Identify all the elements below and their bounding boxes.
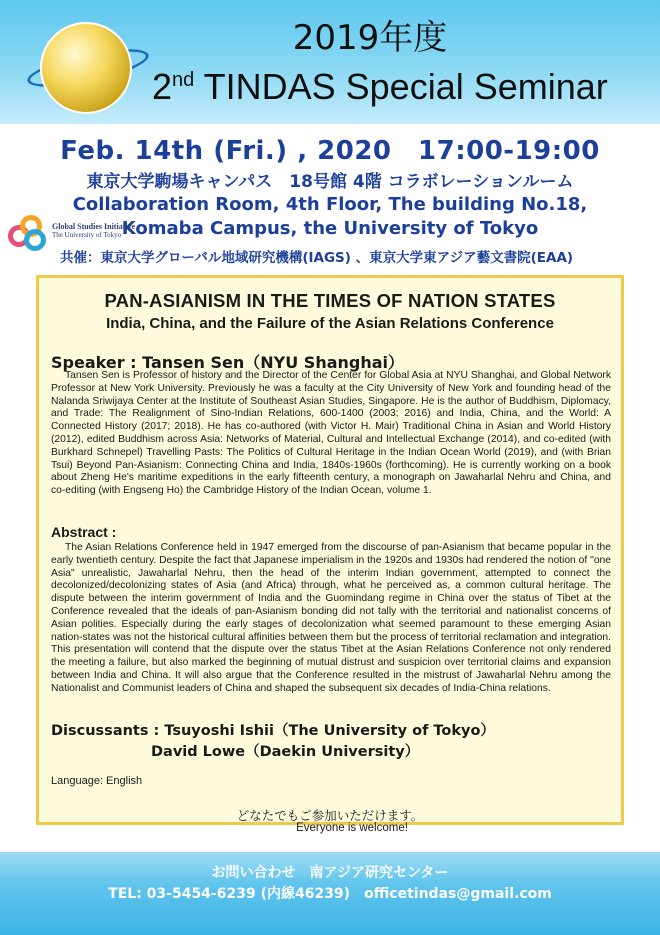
venue-english-line2: Komaba Campus, the University of Tokyo (121, 218, 539, 239)
cohost-line: 共催：東京大学グローバル地域研究機構(IAGS) 、東京大学東アジア藝文書院(EAA) (60, 250, 574, 266)
speaker-bio: Tansen Sen is Professor of history and the Director of the Center for Global Asia at NYU Shanghai, and Global Network Professor at New York University. Previously he was a faculty at the City University of New York and founding head of the Nalanda Sriwijaya Center at the Institute of Southeast Asian Studies, Singapore. He is the author of Buddhism, Diplomacy, and Trade: The Realignment of Sino-Indian Relations, 600-1400 (2003; 2016) and India, China, and the World: A Connected History (2017; 2018). He has co-authored (with Victor H. Mair) Traditional China in Asian and World History (2012), edited Buddhism across Asia: Networks of Material, Cultural and Intellectual Exchange (2014), and co-edited (with Burkhard Schnepel) Travelling Pasts: The Politics of Cultural Heritage in the Indian Ocean World (2019), and (with Brian Tsui) Beyond Pan-Asianism: Connecting China and India, 1840s-1960s (forthcoming). He is currently working on a book about Zheng He's maritime expeditions in the early fifteenth century, a monograph on Jawaharlal Nehru and China, and co-editing (with Engseng Ho) the Cambridge History of the Indian Ocean, volume 1. (51, 370, 611, 497)
gsi-logo-line2: The University of Tokyo (52, 231, 122, 239)
welcome-english: Everyone is welcome! (296, 822, 408, 834)
globe-icon (40, 22, 132, 114)
talk-subtitle: India, China, and the Failure of the Asian Relations Conference (106, 315, 554, 332)
footer-contact-banner (0, 852, 660, 935)
speaker-heading: Speaker : Tansen Sen（NYU Shanghai） (51, 353, 405, 372)
event-date-time: Feb. 14th (Fri.) , 2020 17:00-19:00 (60, 136, 600, 166)
seminar-year: 2019年度 (292, 18, 448, 58)
abstract-text: The Asian Relations Conference held in 1947 emerged from the discourse of pan-Asianism that became popular in the early twentieth century. Despite the fact that Japanese imperialism in the 1920s and 1930s had rendered the notion of "one Asia" unrealistic, Jawaharlal Nehru, then the head of the interim Indian government, attempted to connect the decolonized/decolonizing states of Asia (and Africa) through, what he perceived as, a common cultural heritage. The dispute between the interim government of India and the Guomindang regime in China over the status of Tibet at the Conference revealed that the ideals of pan-Asianism bonding did not tally with the territorial and nationalist concerns of Asian polities. Especially during the early stages of decolonization what seemed paramount to these emerging Asian nation-states was not the historical cultural affinities between them but the process of territorial reclamation and integration. This presentation will contend that the dispute over the status Tibet at the Asian Relations Conference not only rendered the meeting a failure, but also marked the beginning of mutual distrust and suspicion over territorial claims and expansion between India and China. It will also argue that the Conference resulted in the mistrust of Jawaharlal Nehru among the Nationalist and Communist leaders of China and shaped the subsequent six decades of India-China relations. (51, 542, 611, 694)
welcome-japanese: どなたでもご参加いただけます。 (236, 808, 424, 823)
discussants-line2: David Lowe（Daekin University） (151, 744, 420, 760)
gsi-logo-line1: Global Studies Initiative (52, 222, 136, 231)
venue-japanese: 東京大学駒場キャンパス 18号館 4階 コラボレーションルーム (86, 172, 574, 192)
contact-label: お問い合わせ 南アジア研究センター (211, 865, 449, 881)
abstract-heading: Abstract : (51, 524, 117, 540)
header-banner (0, 0, 660, 124)
language-note: Language: English (51, 775, 143, 787)
contact-phone-email: TEL: 03-5454-6239 (内線46239) officetindas@gmail.com (108, 886, 552, 902)
seminar-title (152, 66, 608, 108)
title-rest: TINDAS Special Seminar (194, 66, 608, 107)
talk-panel (36, 275, 624, 825)
talk-title: PAN-ASIANISM IN THE TIMES OF NATION STATES (104, 290, 556, 311)
discussants-line1: Discussants : Tsuyoshi Ishii（The University of Tokyo） (51, 723, 495, 739)
venue-english-line1: Collaboration Room, 4th Floor, The building No.18, (72, 194, 588, 215)
title-ordinal-suffix: nd (172, 69, 195, 91)
gsi-rings-icon (8, 215, 50, 253)
title-prefix: 2 (152, 66, 173, 107)
